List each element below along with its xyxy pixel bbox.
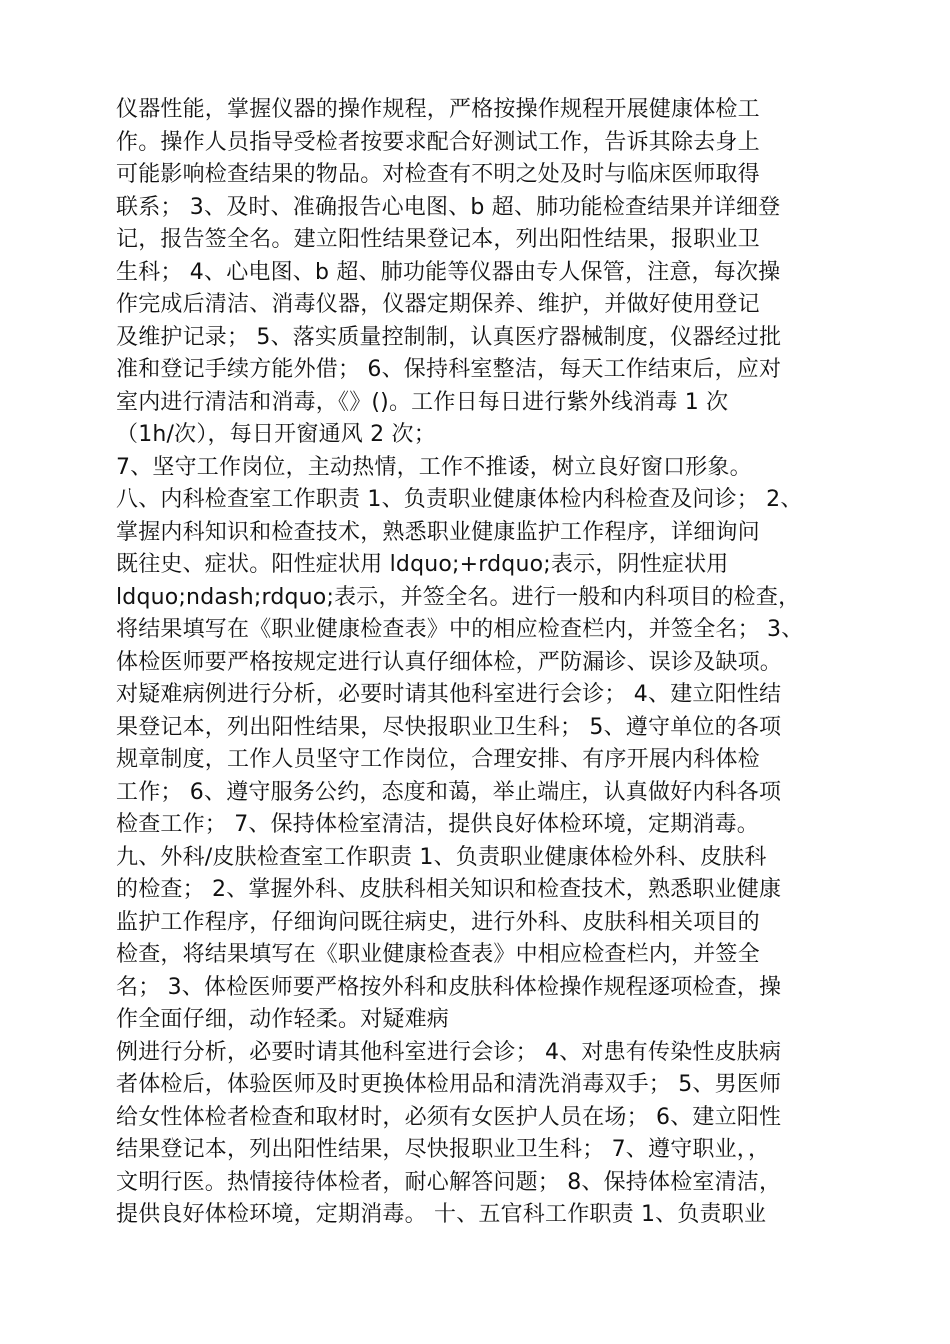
text-line: 监护工作程序，仔细询问既往病史，进行外科、皮肤科相关项目的 <box>116 909 760 935</box>
text-line: 结果登记本，列出阳性结果，尽快报职业卫生科； 7、遵守职业，， <box>116 1137 771 1162</box>
document-body <box>116 94 846 1232</box>
text-line: 室内进行清洁和消毒，《》()。工作日每日进行紫外线消毒 1 次 <box>116 389 729 415</box>
text-line: 将结果填写在《职业健康检查表》中的相应检查栏内，并签全名； 3、 <box>116 617 804 642</box>
text-line: 作完成后清洁、消毒仪器，仪器定期保养、维护，并做好使用登记 <box>116 292 760 317</box>
section-heading-line: 九、外科/皮肤检查室工作职责 1、负责职业健康体检外科、皮肤科 <box>116 844 767 870</box>
text-line: （1h/次），每日开窗通风 2 次； <box>116 422 436 447</box>
text-line: 的检查； 2、掌握外科、皮肤科相关知识和检查技术，熟悉职业健康 <box>116 877 782 902</box>
text-line: 检查工作； 7、保持体检室清洁，提供良好体检环境，定期消毒。 <box>116 812 759 837</box>
text-line: 体检医师要严格按规定进行认真仔细体检，严防漏诊、误诊及缺项。 <box>116 649 783 675</box>
text-line: 者体检后，体验医师及时更换体检用品和清洗消毒双手； 5、男医师 <box>116 1072 782 1097</box>
section-heading-line: 提供良好体检环境，定期消毒。 十、五官科工作职责 1、负责职业 <box>116 1202 767 1227</box>
text-line: 给女性体检者检查和取材时，必须有女医护人员在场； 6、建立阳性 <box>116 1104 782 1130</box>
section-heading-line: 八、内科检查室工作职责 1、负责职业健康体检内科检查及问诊； 2、 <box>116 487 803 512</box>
text-line: 作全面仔细，动作轻柔。对疑难病 <box>116 1007 450 1032</box>
text-line: 7、坚守工作岗位，主动热情，工作不推诿，树立良好窗口形象。 <box>116 454 752 480</box>
text-line: 对疑难病例进行分析，必要时请其他科室进行会诊； 4、建立阳性结 <box>116 682 782 707</box>
text-line: 作。操作人员指导受检者按要求配合好测试工作，告诉其除去身上 <box>116 129 760 155</box>
text-line: 掌握内科知识和检查技术，熟悉职业健康监护工作程序，详细询问 <box>116 519 760 545</box>
text-line: 联系； 3、及时、准确报告心电图、b 超、肺功能检查结果并详细登 <box>116 194 781 220</box>
text-line: ldquo;ndash;rdquo;表示，并签全名。进行一般和内科项目的检查， <box>116 584 801 610</box>
text-line: 检查，将结果填写在《职业健康检查表》中相应检查栏内，并签全 <box>116 942 760 967</box>
text-line: 例进行分析，必要时请其他科室进行会诊； 4、对患有传染性皮肤病 <box>116 1039 782 1065</box>
text-line: 记，报告签全名。建立阳性结果登记本，列出阳性结果，报职业卫 <box>116 227 760 252</box>
text-line: 仪器性能，掌握仪器的操作规程，严格按操作规程开展健康体检工 <box>116 97 760 122</box>
text-line: 果登记本，列出阳性结果，尽快报职业卫生科； 5、遵守单位的各项 <box>116 714 782 740</box>
text-line: 规章制度，工作人员坚守工作岗位，合理安排、有序开展内科体检 <box>116 747 760 772</box>
text-line: 及维护记录； 5、落实质量控制制，认真医疗器械制度，仪器经过批 <box>116 324 782 350</box>
text-line: 文明行医。热情接待体检者，耐心解答问题； 8、保持体检室清洁， <box>116 1169 782 1195</box>
text-line: 既往史、症状。阳性症状用 ldquo;+rdquo;表示，阴性症状用 <box>116 552 729 577</box>
text-line: 可能影响检查结果的物品。对检查有不明之处及时与临床医师取得 <box>116 162 760 187</box>
text-line: 工作； 6、遵守服务公约，态度和蔼，举止端庄，认真做好内科各项 <box>116 779 782 805</box>
text-line: 名； 3、体检医师要严格按外科和皮肤科体检操作规程逐项检查，操 <box>116 974 782 1000</box>
text-line: 生科； 4、心电图、b 超、肺功能等仪器由专人保管，注意，每次操 <box>116 259 781 285</box>
text-line: 准和登记手续方能外借； 6、保持科室整洁，每天工作结束后，应对 <box>116 357 782 382</box>
